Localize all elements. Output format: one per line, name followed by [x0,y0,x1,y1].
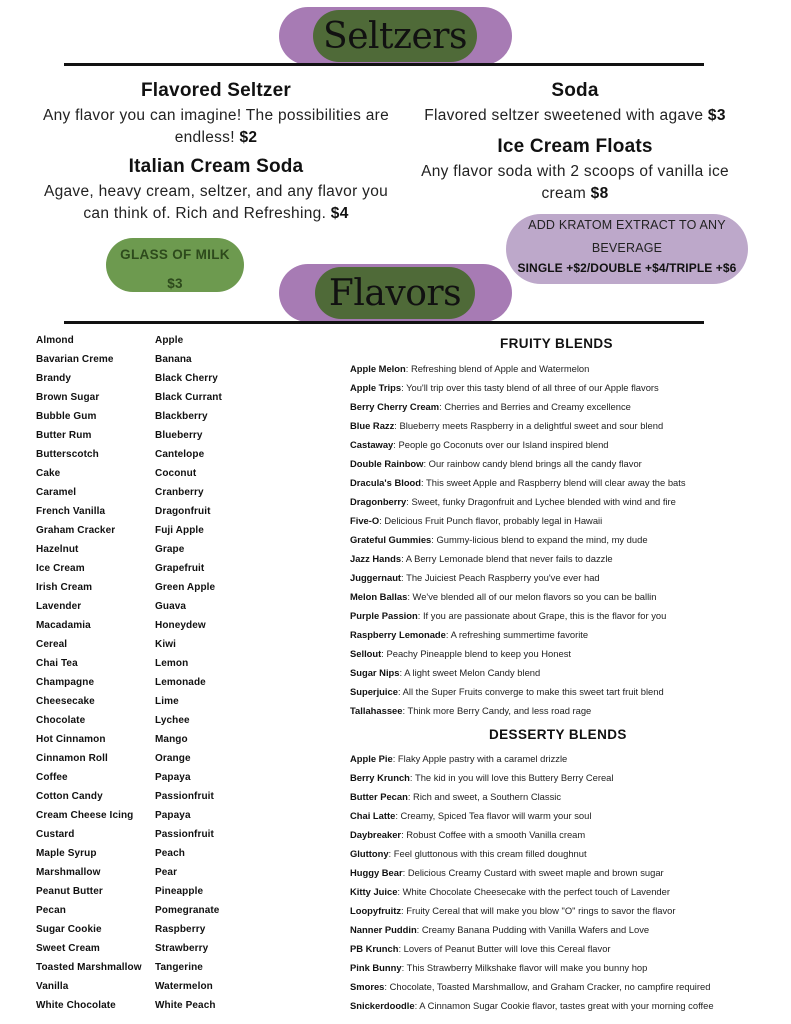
blend-description: : Blueberry meets Raspberry in a delightful sweet and sour blend [394,420,664,431]
blend-item [350,752,714,771]
blend-item [350,457,686,476]
blend-description: : Robust Coffee with a smooth Vanilla cream [401,829,586,840]
item-title: Flavored Seltzer [141,80,291,101]
blend-name: Dragonberry [350,496,407,507]
blend-name: Butter Pecan [350,791,408,802]
blend-description: : Think more Berry Candy, and less road rage [402,705,592,716]
blend-description: : Lovers of Peanut Butter will love this Cereal flavor [398,943,611,954]
blend-item [350,533,686,552]
blend-item [350,628,686,647]
blend-item [350,381,686,400]
item-price: $8 [590,185,609,202]
blend-item [350,942,714,961]
blend-item [350,847,714,866]
fruity-blends-list [350,362,686,723]
flavor-item: Pear [155,867,178,878]
flavor-item: Cream Cheese Icing [36,810,134,821]
blend-name: Huggy Bear [350,867,403,878]
blend-name: Double Rainbow [350,458,424,469]
blend-name: Five-O [350,515,380,526]
flavor-item: Pecan [36,905,66,916]
flavor-item: Chai Tea [36,658,78,669]
flavor-item: Blackberry [155,411,208,422]
flavor-item: Sugar Cookie [36,924,102,935]
flavor-item: Toasted Marshmallow [36,962,142,973]
flavor-item: Cotton Candy [36,791,103,802]
blend-item [350,980,714,999]
milk-label: GLASS OF MILK [120,247,230,262]
blend-item [350,552,686,571]
item-title: Italian Cream Soda [128,156,304,177]
flavor-item: Champagne [36,677,95,688]
flavor-item: French Vanilla [36,506,106,517]
fruity-blends-heading: FRUITY BLENDS [500,336,613,351]
banner-pill-inner [315,267,475,319]
flavor-item: Grape [155,544,185,555]
blend-name: Sugar Nips [350,667,400,678]
flavor-item: Bavarian Creme [36,354,114,365]
blend-description: : The Juiciest Peach Raspberry you've ever had [401,572,600,583]
blend-description: : Feel gluttonous with this cream filled doughnut [388,848,587,859]
flavor-item: Butterscotch [36,449,99,460]
blend-item [350,476,686,495]
flavor-list-column-2 [155,334,222,1018]
flavor-item: Caramel [36,487,77,498]
blend-description: : If you are passionate about Grape, this is the flavor for you [417,610,667,621]
blend-name: Daybreaker [350,829,402,840]
flavor-item: Macadamia [36,620,91,631]
flavor-item: Apple [155,335,184,346]
blend-name: Berry Krunch [350,772,410,783]
seltzers-divider [64,63,704,66]
flavor-item: Raspberry [155,924,206,935]
flavor-item: Grapefruit [155,563,205,574]
flavor-item: Bubble Gum [36,411,97,422]
blend-item [350,514,686,533]
blend-item [350,571,686,590]
flavor-item: Dragonfruit [155,506,211,517]
blend-description: : Rich and sweet, a Southern Classic [407,791,562,802]
kratom-line-2: BEVERAGE [591,241,663,255]
blend-name: Raspberry Lemonade [350,629,446,640]
desserty-blends-heading: DESSERTY BLENDS [489,727,627,742]
flavor-item: Papaya [155,810,191,821]
kratom-pricing: SINGLE +$2/DOUBLE +$4/TRIPLE +$6 [517,261,737,275]
flavors-banner [279,264,512,322]
flavor-item: Watermelon [155,981,213,992]
blend-name: Juggernaut [350,572,402,583]
blend-name: Kitty Juice [350,886,398,897]
flavor-item: Irish Cream [36,582,93,593]
flavor-item: Hot Cinnamon [36,734,106,745]
blend-item [350,704,686,723]
flavor-item: Black Currant [155,392,222,403]
blend-name: Smores [350,981,385,992]
blend-description: : Gummy-licious blend to expand the mind, my dude [431,534,648,545]
flavor-item: Fuji Apple [155,525,204,536]
flavor-item: Honeydew [155,620,206,631]
blend-name: Berry Cherry Cream [350,401,440,412]
flavor-item: Graham Cracker [36,525,116,536]
flavor-item: Mango [155,734,188,745]
blend-name: Blue Razz [350,420,395,431]
flavor-item: Kiwi [155,639,176,650]
blend-name: Tallahassee [350,705,403,716]
blend-description: : Chocolate, Toasted Marshmallow, and Graham Cracker, no campfire required [384,981,711,992]
item-description: Agave, heavy cream, seltzer, and any flavor you can think of. Rich and Refreshing. $4 [43,183,389,222]
glass-of-milk-badge [106,238,244,292]
blend-description: : All the Super Fruits converge to make this sweet tart fruit blend [397,686,664,697]
blend-description: : Refreshing blend of Apple and Watermelon [405,363,590,374]
banner-pill-inner [313,10,477,62]
flavor-item: Passionfruit [155,829,214,840]
blend-name: Apple Trips [350,382,402,393]
blend-description: : Fruity Cereal that will make you blow "O" rings to savor the flavor [401,905,676,916]
blend-name: Apple Pie [350,753,393,764]
flavor-item: Custard [36,829,75,840]
flavor-item: Butter Rum [36,430,92,441]
italian-cream-soda-item [36,156,396,225]
flavor-item: Lemonade [155,677,206,688]
flavor-item: Maple Syrup [36,848,97,859]
flavor-item: Cereal [36,639,68,650]
blend-item [350,438,686,457]
seltzers-banner [279,7,512,65]
blend-name: Gluttony [350,848,389,859]
blend-item [350,590,686,609]
flavor-item: Lavender [36,601,82,612]
blend-name: Superjuice [350,686,398,697]
item-description: Flavored seltzer sweetened with agave $3 [424,107,726,124]
flavor-item: Hazelnut [36,544,79,555]
blend-item [350,790,714,809]
flavors-title: Flavors [328,272,462,314]
blend-description: : A Berry Lemonade blend that never fails to dazzle [401,553,613,564]
blend-item [350,809,714,828]
blend-description: : Delicious Fruit Punch flavor, probably legal in Hawaii [379,515,603,526]
flavor-item: Vanilla [36,981,69,992]
flavor-item: Coconut [155,468,197,479]
blend-item [350,828,714,847]
item-description: Any flavor soda with 2 scoops of vanilla ice cream $8 [421,163,729,202]
item-price: $2 [239,129,258,146]
blend-name: Snickerdoodle [350,1000,415,1011]
flavor-item: Cinnamon Roll [36,753,108,764]
flavor-item: Brandy [36,373,72,384]
ice-cream-floats-item [410,136,740,205]
blend-item [350,419,686,438]
blend-item [350,999,714,1018]
flavor-item: Sweet Cream [36,943,100,954]
kratom-line-1: ADD KRATOM EXTRACT TO ANY [528,218,726,232]
flavor-item: Black Cherry [155,373,218,384]
blend-item [350,885,714,904]
blend-name: Chai Latte [350,810,396,821]
blend-name: Nanner Puddin [350,924,417,935]
flavor-item: Lychee [155,715,190,726]
flavor-item: Peanut Butter [36,886,103,897]
flavor-item: Strawberry [155,943,209,954]
blend-item [350,647,686,666]
blend-description: : People go Coconuts over our Island inspired blend [393,439,609,450]
blend-name: Dracula's Blood [350,477,421,488]
flavor-item: Lime [155,696,179,707]
blend-description: : The kid in you will love this Buttery Berry Cereal [409,772,614,783]
blend-description: : A refreshing summertime favorite [445,629,589,640]
flavor-item: Pineapple [155,886,204,897]
flavor-item: Guava [155,601,187,612]
blend-description: : A Cinnamon Sugar Cookie flavor, tastes great with your morning coffee [414,1000,714,1011]
item-price: $4 [330,205,349,222]
flavor-item: Papaya [155,772,191,783]
flavor-item: Pomegranate [155,905,220,916]
flavor-item: Cake [36,468,61,479]
blend-item [350,495,686,514]
blend-item [350,923,714,942]
blend-name: Jazz Hands [350,553,402,564]
blend-description: : This sweet Apple and Raspberry blend will clear away the bats [421,477,686,488]
blend-name: Loopyfruitz [350,905,402,916]
blend-name: Purple Passion [350,610,418,621]
blend-name: Sellout [350,648,382,659]
flavor-item: Banana [155,354,192,365]
blend-description: : A light sweet Melon Candy blend [399,667,541,678]
blend-item [350,400,686,419]
item-description: Any flavor you can imagine! The possibilities are endless! $2 [42,107,390,146]
blend-name: Melon Ballas [350,591,408,602]
blend-description: : Delicious Creamy Custard with sweet maple and brown sugar [402,867,664,878]
blend-name: Grateful Gummies [350,534,432,545]
flavor-item: Orange [155,753,191,764]
item-price: $3 [707,107,726,124]
flavor-item: Ice Cream [36,563,85,574]
seltzers-title: Seltzers [323,15,467,57]
blend-description: : We've blended all of our melon flavors so you can be ballin [407,591,657,602]
blend-description: : White Chocolate Cheesecake with the perfect touch of Lavender [397,886,670,897]
flavor-item: White Chocolate [36,1000,116,1011]
blend-description: : Creamy, Spiced Tea flavor will warm your soul [395,810,592,821]
flavor-item: Cheesecake [36,696,95,707]
flavor-item: Lemon [155,658,189,669]
flavor-item: Cantelope [155,449,205,460]
blend-description: : Flaky Apple pastry with a caramel drizzle [392,753,568,764]
flavor-item: Coffee [36,772,68,783]
blend-item [350,609,686,628]
desserty-blends-list [350,752,714,1018]
soda-item [400,80,750,127]
blend-name: Apple Melon [350,363,406,374]
flavor-item: White Peach [155,1000,216,1011]
blend-item [350,362,686,381]
blend-description: : You'll trip over this tasty blend of all three of our Apple flavors [401,382,659,393]
blend-name: PB Krunch [350,943,399,954]
flavor-item: Brown Sugar [36,392,100,403]
kratom-addon-badge [506,214,748,284]
flavor-item: Cranberry [155,487,204,498]
blend-item [350,904,714,923]
flavor-list-column-1 [36,334,142,1018]
flavors-divider [64,321,704,324]
blend-description: : Peachy Pineapple blend to keep you Honest [381,648,571,659]
item-title: Ice Cream Floats [497,136,653,157]
blend-name: Castaway [350,439,394,450]
flavored-seltzer-item [36,80,396,149]
blend-description: : This Strawberry Milkshake flavor will make you bunny hop [401,962,648,973]
blend-description: : Sweet, funky Dragonfruit and Lychee blended with wind and fire [406,496,676,507]
blend-description: : Cherries and Berries and Creamy excellence [439,401,631,412]
milk-price: $3 [167,276,183,291]
blend-description: : Creamy Banana Pudding with Vanilla Wafers and Love [416,924,650,935]
item-title: Soda [551,80,599,101]
blend-item [350,771,714,790]
flavor-item: Green Apple [155,582,216,593]
flavor-item: Marshmallow [36,867,101,878]
blend-item [350,685,686,704]
flavor-item: Chocolate [36,715,86,726]
flavor-item: Peach [155,848,185,859]
blend-item [350,866,714,885]
blend-item [350,666,686,685]
blend-description: : Our rainbow candy blend brings all the candy flavor [423,458,642,469]
flavor-item: Passionfruit [155,791,214,802]
flavor-item: Tangerine [155,962,203,973]
blend-name: Pink Bunny [350,962,402,973]
flavor-item: Blueberry [155,430,203,441]
flavor-item: Almond [36,335,74,346]
blend-item [350,961,714,980]
